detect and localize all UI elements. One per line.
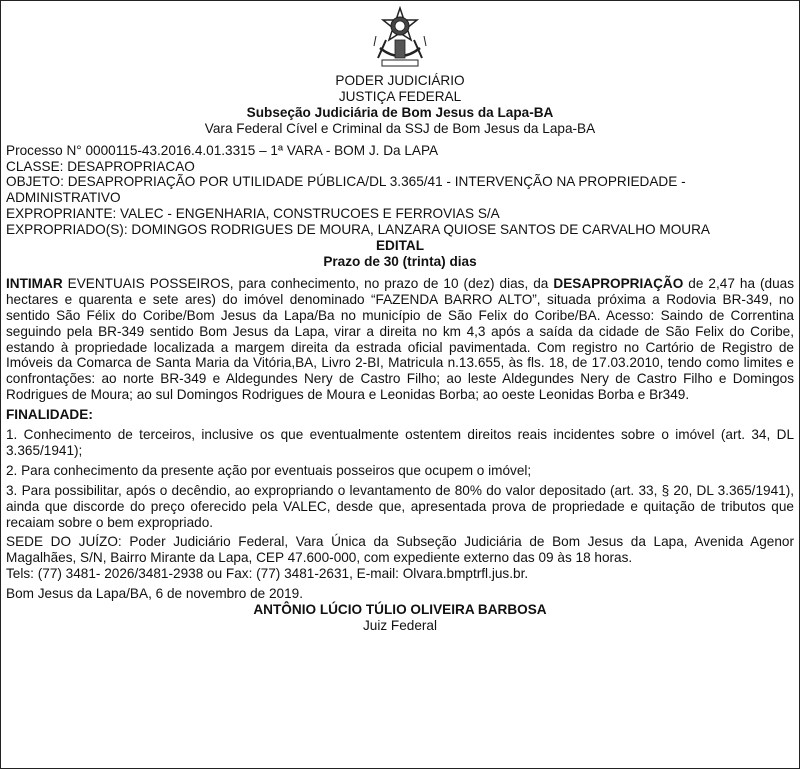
finalidade-item-2: 2. Para conhecimento da presente ação por eventuais posseiros que ocupem o imóvel; [6, 462, 532, 478]
place-date: Bom Jesus da Lapa/BA, 6 de novembro de 2019. [6, 586, 303, 602]
edital-title: EDITAL [375, 238, 425, 254]
finalidade-title: FINALIDADE: [6, 407, 93, 423]
finalidade-item-1: 1. Conhecimento de terceiros, inclusive os que eventualmente ostentem direitos reais incidentes sobre o imóvel (art. 34, DL 3.365/1941); [6, 427, 794, 458]
objeto-line: OBJETO: DESAPROPRIAÇÃO POR UTILIDADE PÚBLICA/DL 3.365/41 - INTERVENÇÃO NA PROPRIEDADE - ADMINISTRATIVO [6, 174, 686, 206]
header-line-2: JUSTIÇA FEDERAL [338, 88, 462, 104]
contact-line: Tels: (77) 3481- 2026/3481-2938 ou Fax: (77) 3481-2631, E-mail: Olvara.bmptrfl.jus.br. [6, 566, 529, 582]
signer-name: ANTÔNIO LÚCIO TÚLIO OLIVEIRA BARBOSA [253, 602, 547, 618]
header-line-3: Subseção Judiciária de Bom Jesus da Lapa-BA [246, 104, 554, 120]
edital-heading [6, 238, 794, 270]
expropriados-line: EXPROPRIADO(S): DOMINGOS RODRIGUES DE MOURA, LANZARA QUIOSE SANTOS DE CARVALHO MOURA [6, 222, 710, 238]
intimar-text-2: de 2,47 ha (duas hectares e quarenta e sete ares) do imóvel denominado “FAZENDA BARRO ALTO”, situada próxima a Rodovia BR-349, no sentido São Félix do Coribe/Bom Jesus da Lapa/Ba no município de São Felix do Coribe/BA. Acesso: Saindo de Correntina seguindo pela BR-349 sentido Bom Jesus da Lapa, virar a direita no km 4,3 após a saída da cidade de São Felix do Coribe, estando à propriedade localizada a margem direita da estrada oficial pavimentada. Com registro no Cartório de Registro de Imóveis da Comarca de Santa Maria da Vitória,BA, Livro 2-BI, Matricula n.13.655, às fls. 18, de 17.03.2010, tendo como limites e confrontações: ao norte BR-349 e Aldegundes Nery de Castro Filho; ao leste Aldegundes Nery de Castro Filho e Domingos Rodrigues de Moura; ao sul Domingos Rodrigues de Moura e Leonidas Borba; ao oeste Leonidas Borba e Br349. [6, 275, 795, 403]
header-line-4: Vara Federal Cível e Criminal da SSJ de Bom Jesus da Lapa-BA [204, 120, 596, 136]
intimar-bold-2: DESAPROPRIAÇÃO [553, 275, 684, 291]
intimar-lead: INTIMAR [6, 275, 63, 291]
intimar-text-1: EVENTUAIS POSSEIROS, para conhecimento, no prazo de 10 (dez) dias, da [62, 275, 554, 291]
processo-line: Processo N° 0000115-43.2016.4.01.3315 – 1ª VARA - BOM J. Da LAPA [6, 142, 439, 158]
expropriante-line: EXPROPRIANTE: VALEC - ENGENHARIA, CONSTRUCOES E FERROVIAS S/A [6, 206, 500, 222]
header-line-1: PODER JUDICIÁRIO [335, 73, 465, 88]
edital-prazo: Prazo de 30 (trinta) dias [323, 253, 477, 269]
sede-paragraph: SEDE DO JUÍZO: Poder Judiciário Federal, Vara Única da Subseção Judiciária de Bom Jesus da Lapa, Avenida Agenor Magalhães, S/N, Bairro Mirante da Lapa, CEP 47.600-000, com expediente externo das 09 às 18 horas. [6, 534, 794, 566]
classe-line: CLASSE: DESAPROPRIACAO [6, 158, 195, 174]
edital-document [6, 0, 794, 634]
finalidade-item-3: 3. Para possibilitar, após o decêndio, ao expropriando o levantamento de 80% do valor depositado (art. 33, § 20, DL 3.365/1941), ainda que discorde do preço oferecido pela VALEC, desde que, apresentada prova de propriedade e quitação de tributos que recaiam sobre o bem expropriado. [6, 482, 794, 530]
intimar-paragraph [6, 276, 794, 403]
case-info [6, 143, 794, 238]
signer-role: Juiz Federal [362, 618, 438, 633]
coat-of-arms-icon [372, 6, 428, 70]
header-block [6, 73, 794, 137]
